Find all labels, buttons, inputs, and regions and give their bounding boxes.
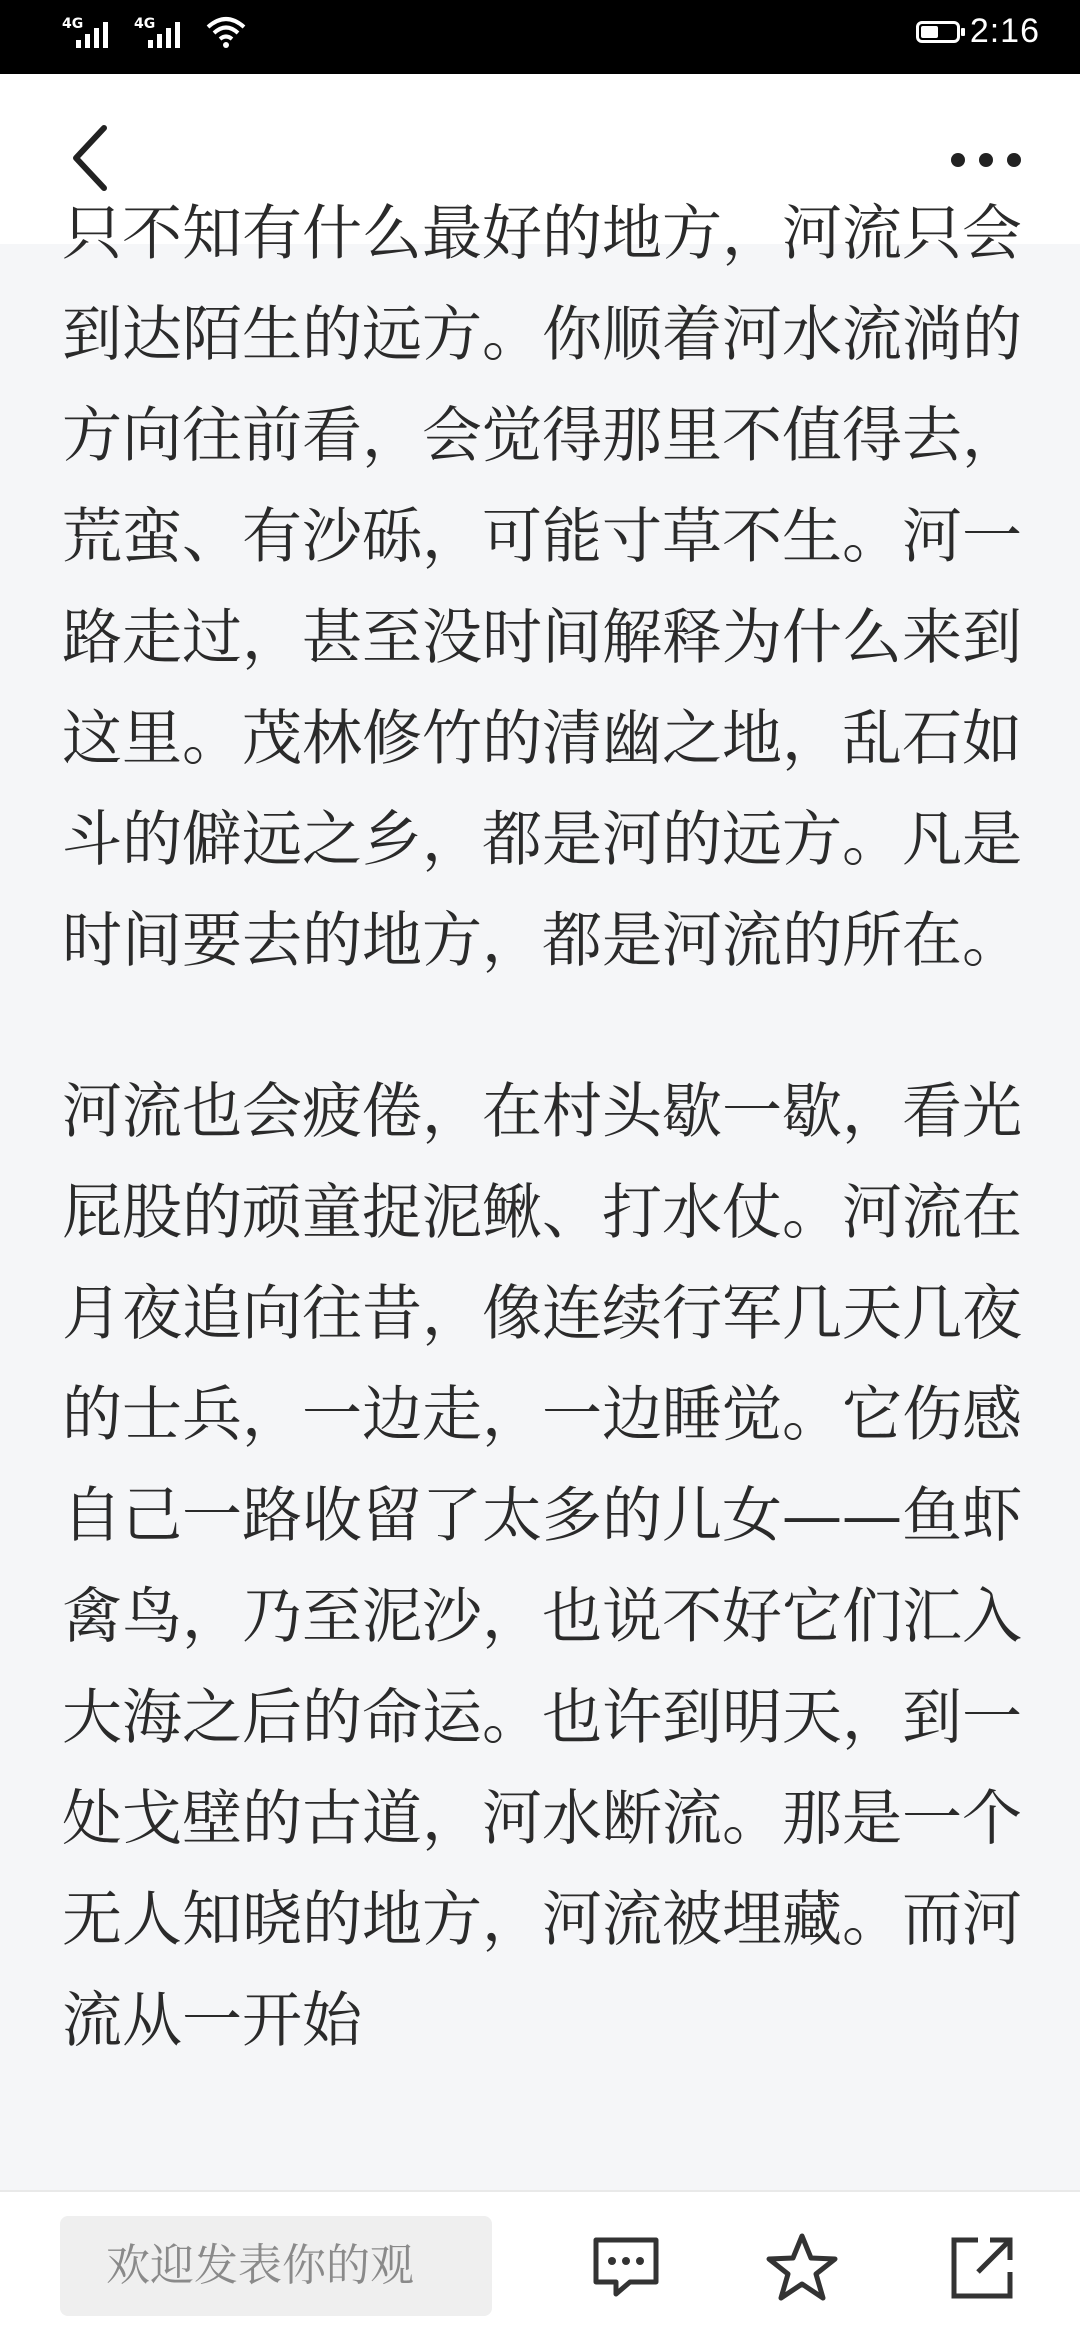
- comment-input[interactable]: 欢迎发表你的观: [60, 2216, 492, 2316]
- battery-level: [921, 26, 938, 38]
- article-paragraph: 河流也会疲倦，在村头歇一歇，看光屁股的顽童捉泥鳅、打水仗。河流在月夜追向往昔，像连续行军几天几夜的士兵，一边走，一边睡觉。它伤感自己一路收留了太多的儿女——鱼虾禽鸟，乃至泥沙，也说不好它们汇入大海之后的命运。也许到明天，到一处戈壁的古道，河水断流。那是一个无人知晓的地方，河流被埋藏。而河流从一开始: [62, 1077, 1022, 2056]
- article-paragraph: 只不知有什么最好的地方，河流只会到达陌生的远方。你顺着河水流淌的方向往前看，会觉得那里不值得去，荒蛮、有沙砾，可能寸草不生。河一路走过，甚至没时间解释为什么来到这里。茂林修竹的清幽之地，乱石如斗的僻远之乡，都是河的远方。凡是时间要去的地方，都是河流的所在。: [62, 199, 1022, 976]
- cellular-signal-icon-2: [134, 12, 190, 52]
- status-left: [62, 12, 246, 52]
- share-icon: [944, 2230, 1020, 2306]
- article-content[interactable]: [0, 199, 1080, 2190]
- network-type-label: 4G: [62, 16, 84, 32]
- bottom-action-bar: [0, 2190, 1080, 2340]
- network-type-label-2: 4G: [134, 16, 156, 32]
- star-icon: [764, 2230, 840, 2306]
- share-button[interactable]: [944, 2230, 1020, 2306]
- more-horizontal-icon: [944, 128, 1028, 188]
- status-right: [916, 12, 1040, 51]
- article-body: [62, 184, 1022, 2142]
- comment-button[interactable]: [588, 2230, 664, 2306]
- wifi-icon: [206, 15, 246, 49]
- comment-icon: [588, 2230, 664, 2306]
- status-bar: [0, 0, 1080, 74]
- status-time: 2:16: [969, 12, 1040, 50]
- cellular-signal-icon: [62, 12, 118, 52]
- battery-icon: [916, 21, 960, 43]
- more-options-button[interactable]: [944, 128, 1028, 188]
- favorite-button[interactable]: [764, 2230, 840, 2306]
